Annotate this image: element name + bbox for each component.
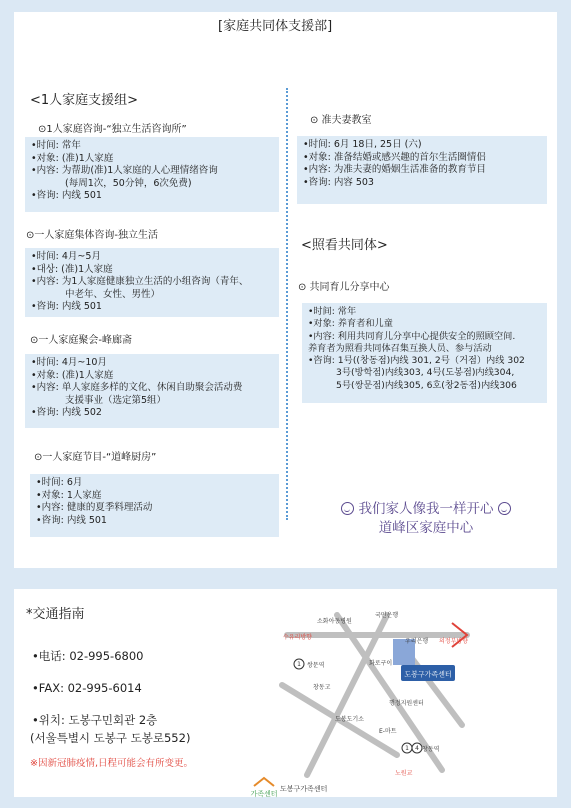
group-box-kitchen [30,474,279,537]
directions-title: *交通指南 [26,607,85,622]
info-line: •时间: 常年 [31,140,81,151]
info-line: 3号(방학점)内线303, 4号(도봉점)内线304, [336,367,515,379]
info-line: 支援事业（选定第5组） [65,394,167,406]
group-title-group-counseling: ⊙一人家庭集体咨询-独立生活 [26,230,158,241]
logo-name: 도봉구가족센터 [280,785,328,793]
info-line: •대상: (准)1人家庭 [31,263,113,275]
info-line: •咨询: 内线 501 [36,514,107,526]
info-line: •内容: 为1人家庭健康独立生活的小组咨询（青年、 [31,276,249,287]
info-line: •时间: 4月~5月 [31,251,101,262]
house-roof-icon [254,778,274,786]
map-label: 국민은행 [375,612,399,619]
info-line: 5号(쌍문점)内线305, 6호(창2동점)内线306 [336,379,517,391]
care-center-box [302,303,547,403]
info-line: •内容: 利用共同育儿分享中心提供安全的照顾空间. [308,330,516,342]
family-center-logo [250,776,350,800]
prep-couple-box [297,136,547,204]
slogan-line-2: 道峰区家庭中心 [378,520,474,536]
station-badge-label: 4 [415,745,419,752]
map-center-label: 도봉구가족센터 [404,670,452,679]
care-center-title: ⊙ 共同育儿分享中心 [298,282,390,293]
info-line: •对象: 养育者和儿童 [308,318,393,330]
info-line: •内容: 为帮助(准)1人家庭的人心理情绪咨询 [31,165,218,176]
address-line: (서울특별시 도봉구 도봉로552) [30,731,191,745]
map-label: 화로구이 [369,660,393,667]
map-label: 소화아동병원 [317,618,352,625]
care-section-title: <照看共同体> [301,238,388,253]
info-line: •内容: 健康的夏季料理活动 [36,502,153,513]
info-line: •时间: 6月 18日, 25日 (六) [303,139,422,150]
logo-mark-text: 가족센터 [250,790,278,798]
info-line: •咨询: 内线 501 [31,301,102,312]
station-badge-label: 1 [405,745,409,752]
group-box-gathering [25,354,279,428]
smile-icon [341,502,354,515]
info-line: 养育者为照看共同体召集互换人员、参与活动 [308,342,492,354]
map-label: 우리은행 [405,638,429,645]
info-line: •咨询: 1号((창동점)内线 301, 2号（거점）内线 302 [308,355,525,367]
info-line: •咨询: 内线 502 [31,407,102,418]
map-label: 쌍문역 [307,662,325,669]
info-line: •对象: (准)1人家庭 [31,369,114,381]
map-label: 창동고 [313,684,331,691]
info-line: •时间: 4月~10月 [31,357,107,368]
group-box-group-counseling [25,248,279,317]
group-title-kitchen: ⊙一人家庭节目-“道峰厨房” [34,452,157,463]
info-line: •内容: 为准夫妻的婚姻生活准备的教育节目 [303,164,486,175]
station-badge-label: 1 [297,661,301,668]
info-line: 中老年、女性、男性） [65,288,161,300]
info-line: •咨询: 内线 501 [31,190,102,201]
group-title-counseling: ⊙1人家庭咨询-“独立生活咨询所” [38,124,187,135]
info-line: •内容: 单人家庭多样的文化、休闲自助聚会活动费 [31,382,243,393]
location-map [277,605,472,780]
fax-number: •FAX: 02-995-6014 [32,681,142,695]
map-label: 노원교 [395,770,413,777]
map-label: E-마트 [379,728,397,735]
info-line: •时间: 常年 [308,306,357,317]
map-label: 행정지원센터 [389,700,424,707]
column-divider [286,88,288,520]
smile-icon [498,502,511,515]
page-title: [家庭共同体支援部] [218,19,333,34]
info-line: •对象: (准)1人家庭 [31,152,114,164]
single-household-section-title: <1人家庭支援组> [30,93,139,108]
prep-couple-title: ⊙ 准夫妻教室 [310,115,372,126]
schedule-notice: ※因新冠肺疫情,日程可能会有所变更。 [30,758,193,769]
info-line: •对象: 准备结婚或感兴趣的首尔生活圈情侣 [303,151,486,163]
map-label: 창동역 [422,746,440,753]
info-line: (每周1次，50分钟，6次免费) [65,177,192,189]
slogan-line-1: 我们家人像我一样开心 [358,501,494,517]
info-line: •时间: 6月 [36,477,83,488]
map-label: 수유리방향 [283,634,312,641]
location-line: •위치: 도봉구민회관 2층 [32,713,158,727]
group-box-counseling [25,137,279,212]
phone-number: •电话: 02-995-6800 [32,649,144,663]
info-line: •对象: 1人家庭 [36,489,102,501]
group-title-gathering: ⊙一人家庭聚会-峰廊斋 [30,335,132,346]
map-label: 도봉도기소 [335,716,364,723]
slogan [318,500,534,538]
info-line: •咨询: 内容 503 [303,176,374,188]
map-label: 의정부방향 [439,638,468,645]
